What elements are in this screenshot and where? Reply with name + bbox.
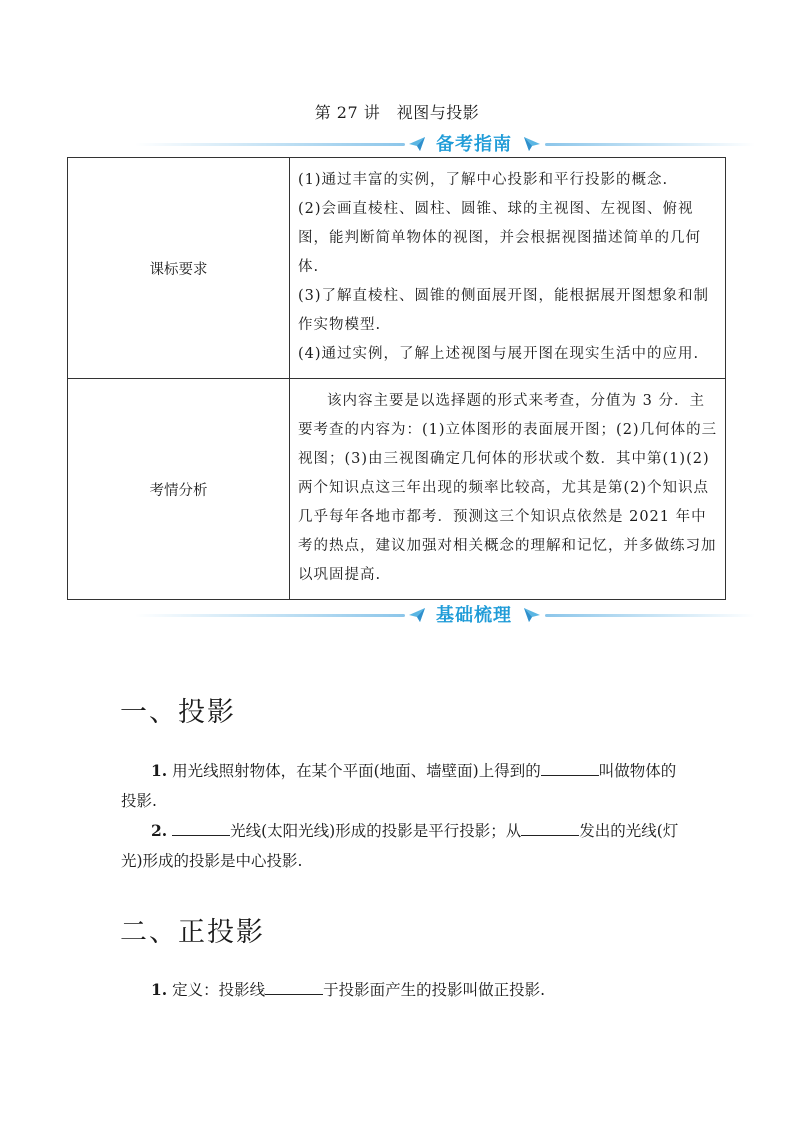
page-title: 第 27 讲 视图与投影 <box>314 103 480 122</box>
item-text: 定义：投影线 <box>167 981 266 999</box>
table-row <box>68 158 726 379</box>
list-item <box>121 756 681 816</box>
paper-plane-icon <box>408 607 426 623</box>
item-number: 1. <box>151 761 168 780</box>
banner-line-left <box>135 614 405 617</box>
requirement-line: 图，能判断简单物体的视图，并会根据视图描述简单的几何 <box>298 229 701 246</box>
requirement-line: (3)了解直棱柱、圆锥的侧面展开图，能根据展开图想象和制 <box>298 287 710 304</box>
analysis-content <box>290 379 726 600</box>
analysis-text: 该内容主要是以选择题的形式来考查，分值为 3 分．主要考查的内容为：(1)立体图形的表面展开图；(2)几何体的三视图；(3)由三视图确定几何体的形状或个数．其中第(1)(2)两个知识点这三年出现的频率比较高，尤其是第(2)个知识点几乎每年各地市都考．预测这三个知识点依然是 2021 年中考的热点，建议加强对相关概念的理解和记忆，并多做练习加以巩固提高. <box>298 392 718 583</box>
requirement-line: (2)会画直棱柱、圆柱、圆锥、球的主视图、左视图、俯视 <box>298 200 694 217</box>
list-item <box>121 816 681 876</box>
item-text: 于投影面产生的投影叫做正投影. <box>323 981 546 999</box>
fill-blank[interactable] <box>521 819 579 836</box>
banner-line-left <box>135 143 405 146</box>
fill-blank[interactable] <box>265 978 323 995</box>
paper-plane-icon <box>523 607 541 623</box>
section-heading: 二、正投影 <box>120 917 265 948</box>
banner-guide <box>0 128 794 158</box>
requirement-line: 体. <box>298 258 320 275</box>
banner-review <box>0 599 794 629</box>
analysis-label: 考情分析 <box>68 379 290 600</box>
requirement-line: (1)通过丰富的实例，了解中心投影和平行投影的概念. <box>298 171 669 188</box>
requirements-content <box>290 158 726 379</box>
banner-line-right <box>545 614 755 617</box>
paper-plane-icon <box>408 136 426 152</box>
item-number: 2. <box>151 821 168 840</box>
banner-line-right <box>545 143 755 146</box>
item-text: 光线(太阳光线)形成的投影是平行投影；从 <box>230 822 522 840</box>
item-number: 1. <box>151 980 168 999</box>
banner-label: 备考指南 <box>436 134 512 155</box>
section-heading: 一、投影 <box>120 697 236 728</box>
requirement-line: 作实物模型. <box>298 316 382 333</box>
banner-label: 基础梳理 <box>436 605 512 626</box>
fill-blank[interactable] <box>541 759 599 776</box>
item-text: 用光线照射物体，在某个平面(地面、墙壁面)上得到的 <box>167 762 541 780</box>
requirement-line: (4)通过实例，了解上述视图与展开图在现实生活中的应用. <box>298 345 700 362</box>
requirements-label: 课标要求 <box>68 158 290 379</box>
list-item <box>121 975 681 1005</box>
item-text: 发出的光线(灯光)形成的投影是中心投影. <box>121 822 679 870</box>
table-row <box>68 379 726 600</box>
item-text: 叫做物体的投影. <box>121 762 677 810</box>
guide-table <box>67 157 726 600</box>
fill-blank[interactable] <box>172 819 230 836</box>
paper-plane-icon <box>523 136 541 152</box>
